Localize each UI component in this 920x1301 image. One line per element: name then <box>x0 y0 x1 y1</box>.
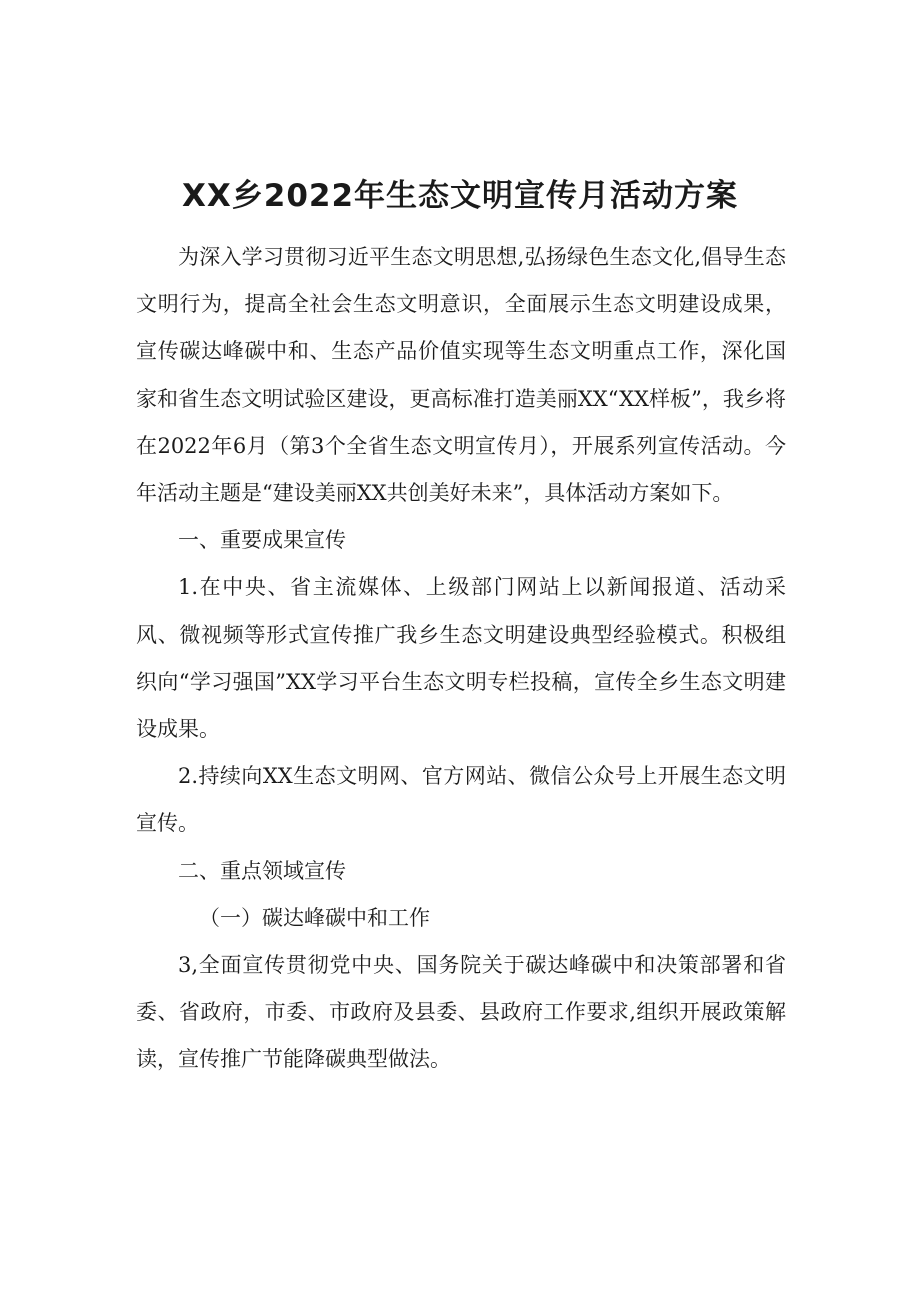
item-paragraph-1: 1.在中央、省主流媒体、上级部门网站上以新闻报道、活动采风、微视频等形式宣传推广我乡生态文明建设典型经验模式。积极组织向“学习强国”XX学习平台生态文明专栏投稿，宣传全乡生态文明建设成果。 <box>136 575 786 742</box>
document-title: XX乡2022年生态文明宣传月活动方案 <box>181 178 739 214</box>
section-heading-2: 二、重点领域宣传 <box>178 858 346 883</box>
intro-paragraph: 为深入学习贯彻习近平生态文明思想,弘扬绿色生态文化,倡导生态文明行为，提高全社会生态文明意识，全面展示生态文明建设成果，宣传碳达峰碳中和、生态产品价值实现等生态文明重点工作，深化国家和省生态文明试验区建设，更高标准打造美丽XX“XX样板”，我乡将在2022年6月（第3个全省生态文明宣传月），开展系列宣传活动。今年活动主题是“建设美丽XX共创美好未来”，具体活动方案如下。 <box>136 245 786 506</box>
document-body <box>136 234 786 1084</box>
subsection-heading-1: （一）碳达峰碳中和工作 <box>199 905 430 930</box>
item-paragraph-2: 2.持续向XX生态文明网、官方网站、微信公众号上开展生态文明宣传。 <box>136 764 786 836</box>
section-heading-1: 一、重要成果宣传 <box>178 528 346 553</box>
item-paragraph-3: 3,全面宣传贯彻党中央、国务院关于碳达峰碳中和决策部署和省委、省政府，市委、市政府及县委、县政府工作要求,组织开展政策解读，宣传推广节能降碳典型做法。 <box>136 953 786 1072</box>
